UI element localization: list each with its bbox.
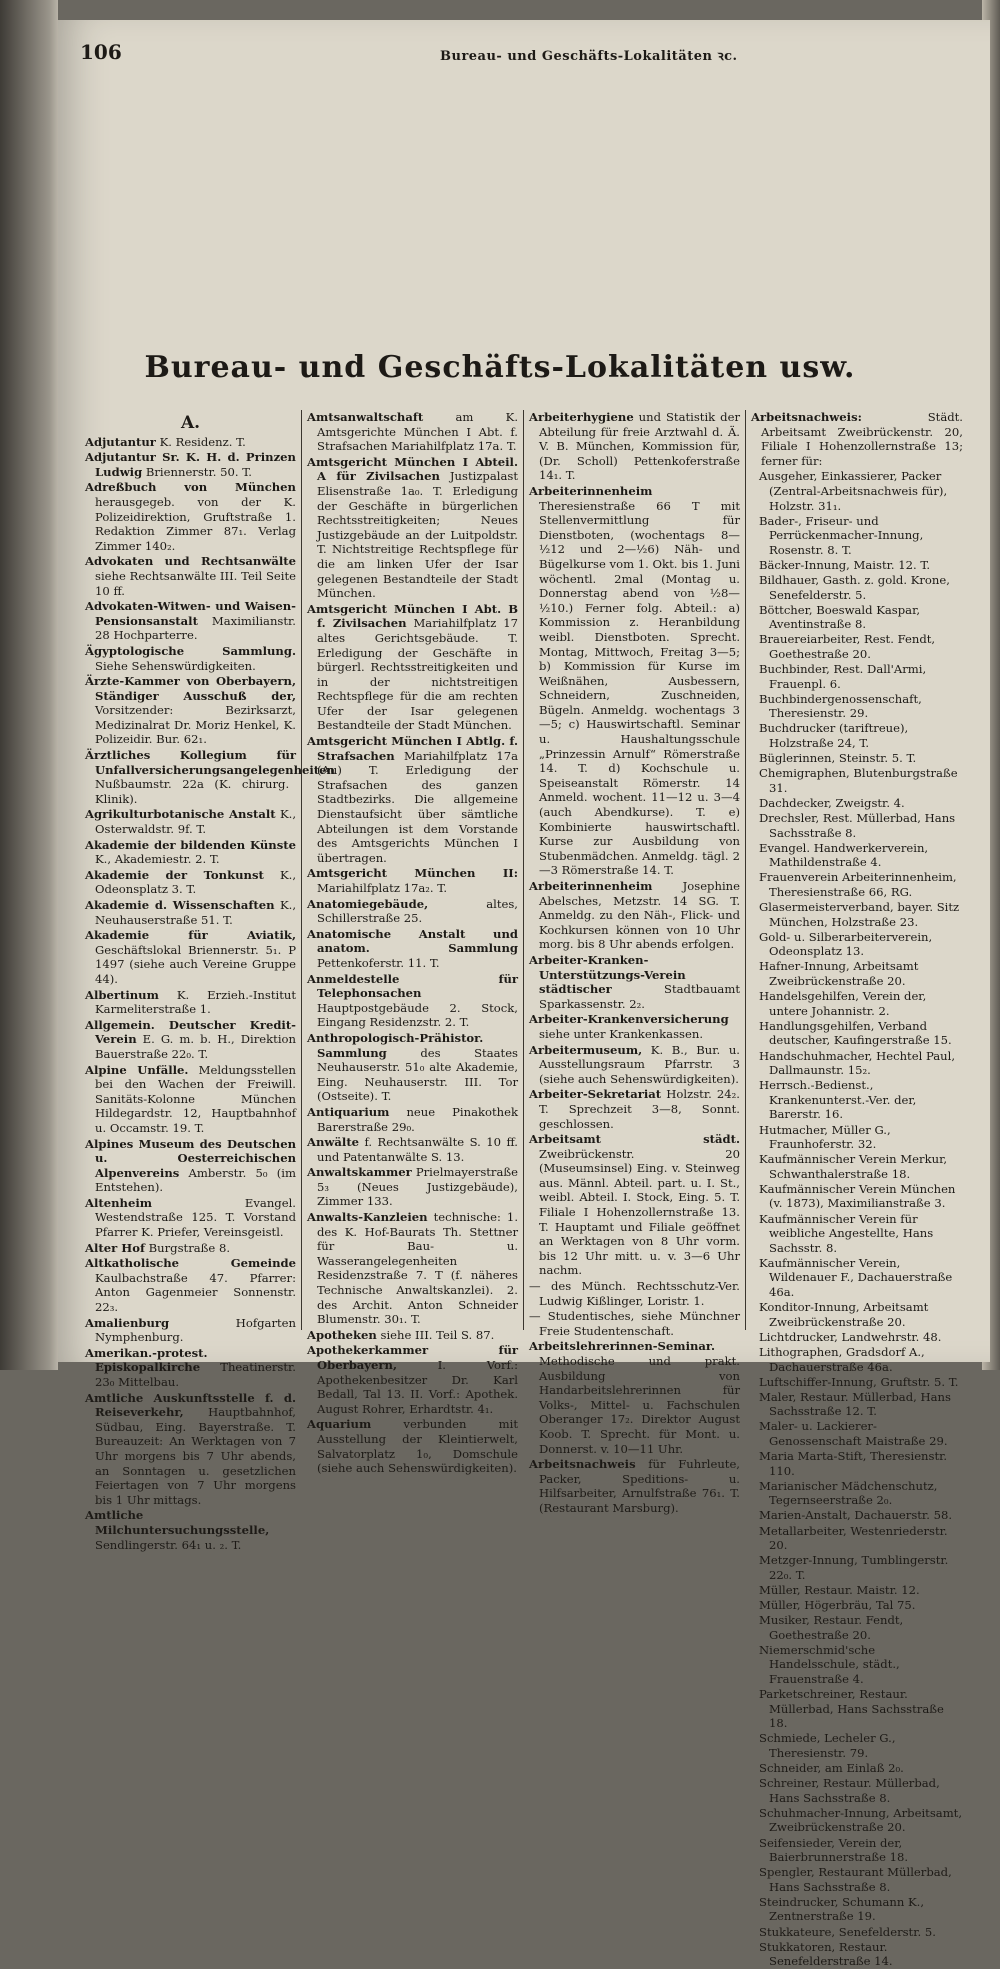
directory-entry xyxy=(529,1279,740,1308)
sub-entry: Herrsch.-Bedienst., Krankenunterst.-Ver. der, Barerstr. 16. xyxy=(759,1078,917,1122)
directory-entry xyxy=(307,1031,518,1104)
entry-heading: Amtliche Milchuntersuchungsstelle, xyxy=(85,1508,270,1537)
directory-entry xyxy=(529,1132,740,1278)
directory-entry xyxy=(85,748,335,806)
directory-entry xyxy=(529,484,740,878)
sub-entry: Lichtdrucker, Landwehrstr. 48. xyxy=(759,1329,942,1344)
entry-text: Theatinerstr. 23₀ Mittelbau. xyxy=(95,1360,296,1389)
entry-text: f. Rechtsanwälte S. 10 ff. und Patentanwälte S. 13. xyxy=(317,1135,518,1164)
entry-heading: Amalienburg xyxy=(85,1315,170,1330)
directory-column-4 xyxy=(746,410,968,1969)
sub-entry: Hutmacher, Müller G., Fraunhoferstr. 32. xyxy=(759,1122,891,1152)
entry-heading: Alpine Unfälle. xyxy=(85,1062,189,1077)
directory-entry xyxy=(85,1196,296,1240)
entry-heading: Advokaten-Witwen- und Waisen-Pensionsanstalt xyxy=(85,599,296,628)
entry-heading: Arbeitsnachweis xyxy=(529,1457,636,1472)
directory-entry xyxy=(85,1391,296,1508)
directory-entry xyxy=(307,410,518,454)
entry-text: K. Erzieh.-Institut Karmeliterstraße 1. xyxy=(95,987,296,1017)
sub-entry: Schuhmacher-Innung, Arbeitsamt, Zweibrückenstraße 20. xyxy=(759,1805,963,1835)
entry-text: — Studentisches, siehe Münchner Freie Studentenschaft. xyxy=(529,1309,740,1338)
directory-entry xyxy=(307,1328,518,1343)
entry-text: verbunden mit Ausstellung der Kleintierwelt, Salvatorplatz 1₀, Domschule (siehe auch Sehenswürdigkeiten). xyxy=(317,1417,518,1476)
entry-heading: Akademie der bildenden Künste xyxy=(85,837,296,852)
entry-text: Holzstr. 24₂. T. Sprechzeit 3—8, Sonnt. geschlossen. xyxy=(539,1087,740,1131)
entry-heading: Arbeiterinnenheim xyxy=(529,483,653,498)
directory-entry xyxy=(307,1343,518,1416)
entry-heading: Arbeiter-Kranken-Unterstützungs-Verein städtischer xyxy=(529,952,686,997)
entry-heading: Akademie d. Wissenschaften xyxy=(85,898,275,912)
entry-heading: Alter Hof xyxy=(85,1240,145,1255)
entry-text: Burgstraße 8. xyxy=(144,1240,231,1255)
entry-text: Methodische und prakt. Ausbildung von Handarbeitslehrerinnen für Volks-, Mittel- u. Fachschulen Oberanger 17₂. Direktor August Koob. T. Sprecht. für Mont. u. Donnerst. v. 10—11 Uhr. xyxy=(539,1354,740,1456)
entry-text: Maximilianstr. 28 Hochparterre. xyxy=(95,613,296,643)
sub-entry: Konditor-Innung, Arbeitsamt Zweibrückenstraße 20. xyxy=(759,1300,929,1329)
directory-entry xyxy=(85,644,296,673)
sub-entry: Marianischer Mädchenschutz, Tegernseerstraße 2₀. xyxy=(759,1478,938,1508)
entry-text: K., Odeonsplatz 3. T. xyxy=(95,867,296,897)
sub-entry: Metallarbeiter, Westenriederstr. 20. xyxy=(759,1523,948,1553)
entry-text: Sendlingerstr. 64₁ u. ₂. T. xyxy=(95,1537,242,1552)
directory-column-1 xyxy=(80,410,335,1552)
sub-entry: Gold- u. Silberarbeiterverein, Odeonsplatz 13. xyxy=(759,929,933,959)
entry-text: Städt. Arbeitsamt Zweibrückenstr. 20, Filiale I Hohenzollernstraße 13; ferner für: xyxy=(761,410,963,468)
directory-entry xyxy=(529,410,740,483)
directory-entry xyxy=(85,838,296,867)
sub-entry: Stukkateure, Senefelderstr. 5. xyxy=(759,1924,936,1939)
page-number: 106 xyxy=(80,40,122,64)
entry-heading: Arbeitsnachweis: xyxy=(751,410,862,424)
entry-heading: Amtliche Auskunftsstelle f. d. Reiseverkehr, xyxy=(85,1390,296,1420)
entry-heading: Altkatholische Gemeinde xyxy=(85,1256,296,1271)
entry-text: technische: 1. des K. Hof-Baurats Th. Stettner für Bau- u. Wasserangelegenheiten Residenzstraße 7. T (f. näheres Technische Anwaltskanzlei). 2. des Archit. Anton Schneider Blumenstr. 30₁. T. xyxy=(317,1210,518,1327)
directory-entry xyxy=(307,897,518,926)
directory-entry xyxy=(85,1508,296,1552)
entry-text: K., Osterwaldstr. 9f. T. xyxy=(95,807,297,837)
entry-heading: Amtsgericht München I Abt. B f. Zivilsachen xyxy=(307,601,518,631)
directory-entry xyxy=(85,928,296,986)
sub-entry: Kaufmännischer Verein München (v. 1873), Maximilianstraße 3. xyxy=(759,1181,956,1211)
directory-entry xyxy=(307,866,518,895)
entry-heading: Apotheken xyxy=(307,1327,377,1342)
directory-entry xyxy=(529,1043,740,1087)
entry-heading: Adjutantur xyxy=(85,434,156,449)
directory-entry xyxy=(307,734,518,865)
sub-entry: Stukkatoren, Restaur. Senefelderstraße 14. xyxy=(759,1939,893,1969)
directory-entry xyxy=(85,1241,296,1256)
directory-entry xyxy=(751,410,963,468)
sub-entry: Müller, Restaur. Maistr. 12. xyxy=(759,1582,920,1597)
sub-entry: Handelsgehilfen, Verein der, untere Johannistr. 2. xyxy=(759,989,927,1018)
entry-heading: Amtsanwaltschaft xyxy=(307,410,424,424)
entry-heading: Allgemein. Deutscher Kredit-Verein xyxy=(85,1017,296,1047)
entry-text: Nußbaumstr. 22a (K. chirurg. Klinik). xyxy=(95,777,290,806)
entry-heading: Anwaltskammer xyxy=(307,1165,412,1180)
entry-heading: Adreßbuch von München xyxy=(85,480,296,495)
entry-text: neue Pinakothek Barerstraße 29₀. xyxy=(317,1104,518,1134)
entry-text: und Statistik der Abteilung für freie Arztwahl d. Ä. V. B. München, Kommission für, (Dr. Scholl) Pettenkoferstraße 14₁. T. xyxy=(539,410,740,483)
entry-text: Hauptpostgebäude 2. Stock, Eingang Residenzstr. 2. T. xyxy=(317,1000,518,1030)
sub-entry: Böttcher, Boeswald Kaspar, Aventinstraße 8. xyxy=(759,602,921,632)
entry-heading: Anthropologisch-Prähistor. Sammlung xyxy=(307,1030,484,1060)
sub-entry: Maria Marta-Stift, Theresienstr. 110. xyxy=(759,1449,948,1478)
entry-text: am K. Amtsgerichte München I Abt. f. Strafsachen Mariahilfplatz 17a. T. xyxy=(317,410,518,454)
entry-heading: Anwalts-Kanzleien xyxy=(307,1210,428,1225)
entry-heading: Ägyptologische Sammlung. xyxy=(85,643,296,658)
sub-entry: Ausgeher, Einkassierer, Packer (Zentral-Arbeitsnachweis für), Holzstr. 31₁. xyxy=(759,469,948,513)
directory-column-3 xyxy=(524,410,746,1515)
sub-entry: Buchdrucker (tariftreue), Holzstraße 24, T. xyxy=(759,721,909,751)
sub-entry: Luftschiffer-Innung, Gruftstr. 5. T. xyxy=(759,1374,959,1389)
entry-heading: Aquarium xyxy=(307,1417,372,1432)
directory-entry xyxy=(307,1417,518,1475)
entry-heading: Albertinum xyxy=(85,987,159,1002)
entry-text: E. G. m. b. H., Direktion Bauerstraße 22₀. T. xyxy=(95,1032,296,1061)
entry-text: für Fuhrleute, Packer, Speditions- u. Hilfsarbeiter, Arnulfstraße 76₁. T. (Restaurant Marsburg). xyxy=(539,1457,740,1515)
entry-text: Vorsitzender: Bezirksarzt, Medizinalrat Dr. Moriz Henkel, K. Polizeidir. Bur. 62₁. xyxy=(95,703,296,747)
sub-entry: Niemerschmid'sche Handelsschule, städt., Frauenstraße 4. xyxy=(759,1642,900,1686)
sub-entry: Metzger-Innung, Tumblingerstr. 22₀. T. xyxy=(759,1553,949,1582)
sub-entry: Drechsler, Rest. Müllerbad, Hans Sachsstraße 8. xyxy=(759,811,956,840)
entry-heading: Altenheim xyxy=(85,1195,153,1210)
entry-heading: Arbeitermuseum, xyxy=(529,1042,643,1057)
entry-heading: Ärztliches Kollegium für Unfallversicherungsangelegenheiten xyxy=(85,748,335,777)
sub-entry: Maler, Restaur. Müllerbad, Hans Sachsstraße 12. T. xyxy=(759,1389,951,1419)
entry-heading: Akademie für Aviatik, xyxy=(85,928,296,943)
directory-entry xyxy=(85,599,296,643)
directory-entry xyxy=(85,480,296,553)
sub-entry: Handschuhmacher, Hechtel Paul, Dallmaunstr. 15₂. xyxy=(759,1048,956,1078)
book-binding xyxy=(0,0,58,1370)
entry-text: Stadtbauamt Sparkassenstr. 2₂. xyxy=(539,982,740,1011)
directory-entry xyxy=(85,807,296,836)
entry-text: — des Münch. Rechtsschutz-Ver. Ludwig Kißlinger, Loristr. 1. xyxy=(529,1279,740,1308)
directory-entry xyxy=(85,1346,296,1390)
directory-columns xyxy=(80,410,970,1969)
sub-entry: Dachdecker, Zweigstr. 4. xyxy=(759,795,905,810)
entry-text: Geschäftslokal Briennerstr. 5₁. P 1497 (siehe auch Vereine Gruppe 44). xyxy=(95,942,296,986)
directory-entry xyxy=(307,1210,518,1327)
directory-entry xyxy=(85,1137,296,1195)
entry-text: Josephine Abelsches, Metzstr. 14 SG. T. Anmeldg. zu den Näh-, Flick- und Kochkursen können von 10 Uhr morg. bis 8 Uhr abends erfolgen. xyxy=(539,879,740,952)
entry-text: siehe Rechtsanwälte III. Teil Seite 10 ff. xyxy=(95,568,296,598)
directory-entry xyxy=(85,1256,296,1314)
entry-heading: Arbeiterhygiene xyxy=(529,410,634,424)
entry-heading: Arbeitsamt städt. xyxy=(529,1132,740,1147)
directory-entry xyxy=(307,927,518,971)
entry-heading: Advokaten und Rechtsanwälte xyxy=(85,554,296,569)
sub-entry: Bader-, Friseur- und Perrückenmacher-Innung, Rosenstr. 8. T. xyxy=(759,513,924,557)
sub-entry: Buchbinder, Rest. Dall'Armi, Frauenpl. 6. xyxy=(759,662,927,691)
sub-entry: Schreiner, Restaur. Müllerbad, Hans Sachsstraße 8. xyxy=(759,1776,940,1805)
entry-text: Briennerstr. 50. T. xyxy=(142,464,252,479)
directory-entry xyxy=(529,1087,740,1131)
entry-text: altes, Schillerstraße 25. xyxy=(317,896,518,926)
sub-entry: Handlungsgehilfen, Verband deutscher, Kaufingerstraße 15. xyxy=(759,1018,952,1048)
sub-entry: Chemigraphen, Blutenburgstraße 31. xyxy=(759,766,958,795)
sub-entry: Hafner-Innung, Arbeitsamt Zweibrückenstraße 20. xyxy=(759,959,919,989)
entry-text: Kaulbachstraße 47. Pfarrer: Anton Gagenmeier Sonnenstr. 22₃. xyxy=(95,1270,296,1315)
sub-entry: Müller, Högerbräu, Tal 75. xyxy=(759,1598,916,1612)
directory-entry xyxy=(307,1165,518,1209)
entry-heading: Adjutantur Sr. K. H. d. Prinzen Ludwig xyxy=(85,450,296,479)
sub-entry: Bildhauer, Gasth. z. gold. Krone, Senefelderstr. 5. xyxy=(759,573,950,602)
entry-text: herausgegeb. von der K. Polizeidirektion, Gruftstraße 1. Redaktion Zimmer 87₁. Verlag Zimmer 140₂. xyxy=(95,494,296,553)
entry-heading: Anmeldestelle für Telephonsachen xyxy=(307,971,518,1001)
entry-heading: Apothekerkammer für Oberbayern, xyxy=(307,1343,518,1372)
sub-entry: Marien-Anstalt, Dachauerstr. 58. xyxy=(759,1508,953,1523)
directory-entry xyxy=(85,988,296,1017)
entry-heading: Antiquarium xyxy=(307,1104,390,1119)
entry-heading: Amtsgericht München I Abteil. A für Zivilsachen xyxy=(307,454,518,484)
directory-entry xyxy=(85,868,296,897)
directory-entry xyxy=(85,898,296,927)
entry-heading: Amtsgericht München II: xyxy=(307,866,518,881)
directory-entry xyxy=(85,1018,296,1062)
entry-text: Evangel. Westendstraße 125. T. Vorstand Pfarrer K. Priefer, Vereinsgeistl. xyxy=(95,1195,296,1240)
entry-text: Justizpalast Elisenstraße 1a₀. T. Erledigung der Geschäfte in bürgerlichen Rechtsstreitigkeiten; Neues Justizgebäude an der Luitpoldstr. T. Nichtstreitige Rechtspflege für die am linken Ufer der Isar gelegenen Bestandteile der Stadt München. xyxy=(317,469,518,601)
entry-heading: Anwälte xyxy=(307,1135,360,1150)
entry-text: siehe III. Teil S. 87. xyxy=(376,1327,495,1342)
directory-entry xyxy=(85,674,296,747)
entry-text: K., Akademiestr. 2. T. xyxy=(95,852,220,867)
sub-entry: Seifensieder, Verein der, Baierbrunnerstraße 18. xyxy=(759,1835,909,1865)
directory-entry xyxy=(307,1105,518,1134)
directory-entry xyxy=(529,1309,740,1338)
entry-heading: Anatomiegebäude, xyxy=(307,896,429,911)
entry-text: K. Residenz. T. xyxy=(155,434,246,449)
directory-entry xyxy=(529,1339,740,1456)
sub-entry: Spengler, Restaurant Müllerbad, Hans Sachsstraße 8. xyxy=(759,1865,952,1894)
entry-heading: Amerikan.-protest. Episkopalkirche xyxy=(85,1345,208,1375)
sub-entry: Parketschreiner, Restaur. Müllerbad, Hans Sachsstraße 18. xyxy=(759,1687,944,1731)
entry-heading: Arbeiter-Sekretariat xyxy=(529,1087,662,1102)
directory-entry xyxy=(307,1135,518,1164)
directory-entry xyxy=(307,972,518,1030)
directory-column-2 xyxy=(302,410,524,1476)
directory-entry xyxy=(307,602,518,733)
sub-entry: Brauereiarbeiter, Rest. Fendt, Goethestraße 20. xyxy=(759,632,936,661)
directory-entry xyxy=(85,435,296,450)
sub-entry: Bäcker-Innung, Maistr. 12. T. xyxy=(759,557,931,572)
entry-heading: Alpines Museum des Deutschen u. Oesterreichischen Alpenvereins xyxy=(85,1136,296,1180)
entry-text: Amberstr. 5₀ (im Entstehen). xyxy=(95,1165,296,1195)
sub-entry: Glasermeisterverband, bayer. Sitz München, Holzstraße 23. xyxy=(759,900,960,929)
entry-heading: Anatomische Anstalt und anatom. Sammlung xyxy=(307,926,518,956)
sub-entry: Musiker, Restaur. Fendt, Goethestraße 20. xyxy=(759,1613,904,1642)
sub-entry: Buchbindergenossenschaft, Theresienstr. 29. xyxy=(759,691,922,721)
running-head: Bureau- und Geschäfts-Lokalitäten ꝛc. xyxy=(440,49,738,64)
entry-text: Pettenkoferstr. 11. T. xyxy=(317,955,440,970)
directory-entry xyxy=(85,450,296,479)
sub-entry: Evangel. Handwerkerverein, Mathildenstraße 4. xyxy=(759,840,929,870)
entry-text: Zweibrückenstr. 20 (Museumsinsel) Eing. v. Steinweg aus. Männl. Abteil. part. u. I. St., weibl. Abteil. I. Stock, Eing. 5. T. Filiale I Hohenzollernstraße 13. T. Hauptamt und Filiale geöffnet an Werktagen von 8 Uhr vorm. bis 12 Uhr mitt. u. v. 3—6 Uhr nachm. xyxy=(539,1146,740,1278)
directory-entry xyxy=(529,953,740,1011)
section-letter: A. xyxy=(180,413,201,433)
entry-heading: Arbeitslehrerinnen-Seminar. xyxy=(529,1339,715,1354)
entry-text: siehe unter Krankenkassen. xyxy=(539,1026,703,1041)
entry-text: Prielmayerstraße 5₃ (Neues Justizgebäude), Zimmer 133. xyxy=(317,1165,518,1209)
directory-entry xyxy=(85,1316,296,1345)
entry-text: K. B., Bur. u. Ausstellungsraum Pfarrstr. 3 (siehe auch Sehenswürdigkeiten). xyxy=(539,1042,740,1086)
sub-entry: Kaufmännischer Verein Merkur, Schwanthalerstraße 18. xyxy=(759,1152,948,1181)
entry-heading: Arbeiterinnenheim xyxy=(529,879,653,893)
entry-text: Mariahilfplatz 17 altes Gerichtsgebäude. T. Erledigung der Geschäfte in bürgerl. Rechtsstreitigkeiten und in der nichtstreitigen Rechtspflege für die am rechten Ufer der Isar gelegenen Bestandteile der Stadt München. xyxy=(317,616,518,733)
directory-entry xyxy=(529,1012,740,1041)
entry-text: Mariahilfplatz 17a₂. T. xyxy=(317,881,448,895)
entry-heading: Akademie der Tonkunst xyxy=(85,867,264,882)
entry-text: K., Neuhauserstraße 51. T. xyxy=(95,898,297,927)
sub-entry: Schneider, am Einlaß 2₀. xyxy=(759,1761,904,1776)
entry-text: Mariahilfplatz 17a (Au) T. Erledigung der Strafsachen des ganzen Stadtbezirks. Die allgemeine Dienstaufsicht über sämtliche Abteilungen ist dem Vorstande des Amtsgerichts München I übertragen. xyxy=(317,748,518,865)
directory-entry xyxy=(85,1063,296,1136)
directory-entry xyxy=(307,455,518,601)
entry-heading: Arbeiter-Krankenversicherung xyxy=(529,1012,729,1027)
directory-entry xyxy=(529,879,740,952)
sub-entry: Kaufmännischer Verein, Wildenauer F., Dachauerstraße 46a. xyxy=(759,1255,953,1300)
entry-text: Theresienstraße 66 T mit Stellenvermittlung für Dienstboten, (wochentags 8—½12 und 2—½6) Näh- und Bügelkurse vom 1. Okt. bis 1. Juni wöchentl. 2mal (Montag u. Donnerstag abend von ½8—½10.) Ferner folg. Abteil.: a) Kommission z. Heranbildung weibl. Dienstboten. Sprecht. Montag, Mittwoch, Freitag 3—5; b) Kommission für Kurse im Weißnähen, Ausbessern, Schneidern, Zuschneiden, Bügeln. Anmeldg. wochentags 3—5; c) Hauswirtschaftl. Seminar u. Haushaltungsschule „Prinzessin Arnulf“ Römerstraße 14. T. d) Kochschule u. Speiseanstalt Römerstr. 14 Anmeld. wochent. 11—12 u. 3—4 (auch Abendkurse). T. e) Kombinierte hauswirtschaftl. Kurse zur Ausbildung von Stubenmädchen. Anmeldg. tägl. 2—3 Römerstraße 14. T. xyxy=(539,498,740,878)
directory-entry xyxy=(529,1457,740,1515)
sub-entry: Frauenverein Arbeiterinnenheim, Theresienstraße 66, RG. xyxy=(759,870,957,899)
directory-entry xyxy=(85,554,296,598)
page-title: Bureau- und Geschäfts-Lokalitäten usw. xyxy=(144,350,856,385)
entry-heading: Amtsgericht München I Abtlg. f. Strafsachen xyxy=(307,734,518,763)
sub-entry: Maler- u. Lackierer-Genossenschaft Maistraße 29. xyxy=(759,1419,948,1448)
entry-text: des Staates Neuhauserstr. 51₀ alte Akademie, Eing. Neuhauserstr. III. Tor (Ostseite). T. xyxy=(317,1045,518,1104)
entry-text: I. Vorf.: Apothekenbesitzer Dr. Karl Bedall, Tal 13. II. Vorf.: Apothek. August Rohrer, Erhardtstr. 4₁. xyxy=(317,1358,518,1416)
entry-heading: Ärzte-Kammer von Oberbayern, Ständiger Ausschuß der, xyxy=(85,674,296,703)
sub-entry: Kaufmännischer Verein für weibliche Angestellte, Hans Sachsstr. 8. xyxy=(759,1211,934,1255)
entry-text: Siehe Sehenswürdigkeiten. xyxy=(95,658,256,673)
entry-text: Hauptbahnhof, Südbau, Eing. Bayerstraße. T. Bureauzeit: An Werktagen von 7 Uhr morgens bis 7 Uhr abends, an Sonntagen u. gesetzlichen Feiertagen von 7 Uhr morgens bis 1 Uhr mittags. xyxy=(95,1405,296,1507)
sub-entry: Steindrucker, Schumann K., Zentnerstraße 19. xyxy=(759,1894,925,1924)
entry-text: Meldungsstellen bei den Wachen der Freiwill. Sanitäts-Kolonne München Hildegardstr. 12, Hauptbahnhof u. Occamstr. 19. T. xyxy=(95,1062,296,1135)
entry-heading: Agrikulturbotanische Anstalt xyxy=(85,807,276,822)
sub-entry: Lithographen, Gradsdorf A., Dachauerstraße 46a. xyxy=(759,1344,925,1374)
entry-text: Hofgarten Nymphenburg. xyxy=(95,1315,296,1345)
sub-entry: Schmiede, Lecheler G., Theresienstr. 79. xyxy=(759,1731,896,1760)
sub-entry: Büglerinnen, Steinstr. 5. T. xyxy=(759,751,917,766)
